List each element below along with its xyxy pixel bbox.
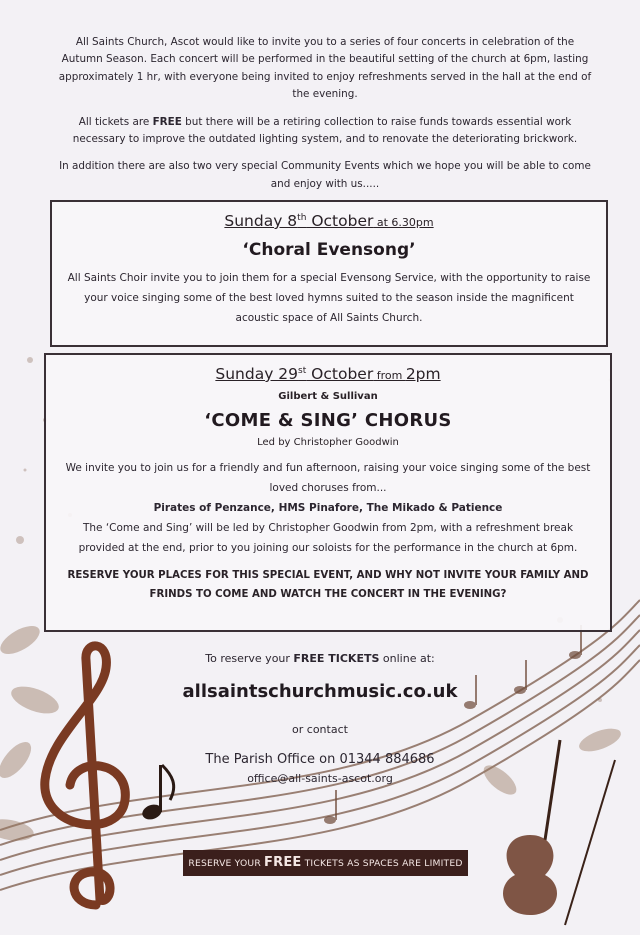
event-subtitle: Gilbert & Sullivan (278, 391, 378, 402)
event-title: ‘COME & SING’ CHORUS (204, 410, 452, 431)
event-box-come-and-sing (44, 353, 612, 632)
email-link[interactable]: office@all-saints-ascot.org (247, 772, 393, 785)
music-staff-icon (0, 600, 640, 890)
violin-icon (503, 740, 615, 925)
event-date: Sunday 29st October from 2pm (215, 365, 441, 383)
limited-spaces-banner: RESERVE YOUR FREE TICKETS AS SPACES ARE LIMITED (183, 850, 468, 876)
event-date: Sunday 8th October at 6.30pm (224, 212, 434, 230)
event-leader: Led by Christopher Goodwin (257, 437, 399, 448)
or-contact-text: or contact (292, 723, 348, 736)
event-title: ‘Choral Evensong’ (242, 240, 416, 260)
intro-text (55, 34, 595, 203)
event-box-choral-evensong (50, 200, 608, 347)
event-details: The ‘Come and Sing’ will be led by Christopher Goodwin from 2pm, with a refreshment break provided at the end, prior to you joining our soloists for the performance in the church at 6pm. (78, 522, 578, 554)
free-emphasis: FREE (152, 115, 182, 128)
event-description: All Saints Choir invite you to join them for a special Evensong Service, with the opportunity to raise your voice singing some of the best loved hymns suited to the season inside the magnificent acoustic space of All Saints Church. (67, 272, 591, 324)
intro-paragraph-2: All tickets are FREE but there will be a retiring collection to raise funds towards essential work necessary to improve the outdated lighting system, and to renovate the deteriorating brickwork. (72, 115, 578, 146)
intro-paragraph-1: All Saints Church, Ascot would like to invite you to a series of four concerts in celebration of the Autumn Season. Each concert will be performed in the beautiful setting of the church at 6pm, lasting approximately 1 hr, with everyone being invited to enjoy refreshments served in the hall at the end of the evening. (58, 36, 592, 101)
intro-paragraph-3: In addition there are also two very special Community Events which we hope you will be able to come and enjoy with us..... (59, 160, 591, 190)
reserve-tickets-text: To reserve your FREE TICKETS online at: (205, 652, 435, 665)
parish-office-phone: The Parish Office on 01344 884686 (205, 752, 435, 767)
event-description: We invite you to join us for a friendly and fun afternoon, raising your voice singing some of the best loved choruses from... (65, 462, 591, 494)
reserve-places-note: RESERVE YOUR PLACES FOR THIS SPECIAL EVENT, AND WHY NOT INVITE YOUR FAMILY AND FRINDS TO COME AND WATCH THE CONCERT IN THE EVENING? (67, 570, 589, 600)
website-link[interactable]: allsaintschurchmusic.co.uk (182, 681, 458, 702)
operetta-list: Pirates of Penzance, HMS Pinafore, The Mikado & Patience (153, 502, 503, 514)
